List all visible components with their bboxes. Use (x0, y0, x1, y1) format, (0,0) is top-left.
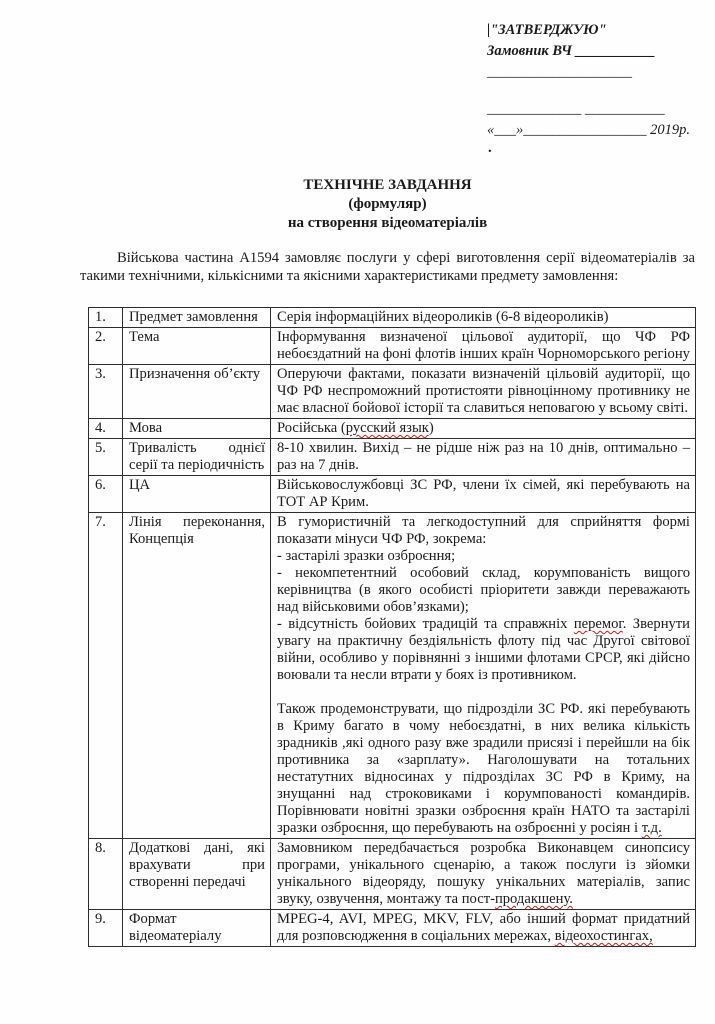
row-label-cell: Лінія переконання, Концепція (123, 513, 271, 839)
row-label-cell: Тема (123, 328, 271, 365)
row-number-cell: 3. (89, 365, 123, 419)
misspelled-text: відеохостингах, (554, 928, 653, 944)
row-content-cell: 8-10 хвилин. Вихід – не рідше ніж раз на 10 днів, оптимально – раз на 7 днів. (271, 439, 696, 476)
row-content-cell: Інформування визначеної цільової аудиторії, що ЧФ РФ небоєздатний на фоні флотів інших країн Чорноморського регіону (271, 328, 696, 365)
row-label-cell: Призначення об’єкту (123, 365, 271, 419)
spec-table (88, 307, 696, 947)
title-line-3: на створення відеоматеріалів (287, 215, 488, 231)
table-row-5 (89, 439, 696, 476)
misspelled-text: русский язык (345, 420, 429, 436)
row-number-cell: 6. (89, 476, 123, 513)
row-content-cell: MPEG-4, AVI, MPEG, MKV, FLV, або інший формат придатний для розповсюдження в соціальних мережах, відеохостингах, (271, 910, 696, 947)
row-number-cell: 9. (89, 910, 123, 947)
row-content-cell: Замовником передбачається розробка Виконавцем синопсису програми, унікального сценарію, а також послуги із зйомки унікального відеоряду, пошуку унікальних матеріалів, запис звуку, озвучення, монтажу та пост-продакшену. (271, 839, 696, 910)
approval-line-customer: Замовник ВЧ ___________ (487, 43, 656, 59)
row-number-cell: 4. (89, 419, 123, 439)
table-row-3 (89, 365, 696, 419)
row-content-cell: Російська (русский язык) (271, 419, 696, 439)
misspelled-text: продакшену. (494, 891, 573, 907)
misspelled-text: т.д. (641, 820, 662, 836)
stray-dot: . (488, 140, 492, 156)
approval-line-approve: |"ЗАТВЕРДЖУЮ" (487, 22, 607, 38)
table-row-1 (89, 308, 696, 328)
row-label-cell: Додаткові дані, які врахувати при створенні передачі (123, 839, 271, 910)
row-label-cell: ЦА (123, 476, 271, 513)
row-label-cell: Мова (123, 419, 271, 439)
row-content-cell: Оперуючи фактами, показати визначеній цільовій аудиторії, що ЧФ РФ неспроможний протистояти рівноцінному противнику не має власної бойової історії та славиться неповагою у всьому світі. (271, 365, 696, 419)
row-number-cell: 5. (89, 439, 123, 476)
intro-paragraph: Військова частина А1594 замовляє послуги у сфері виготовлення серії відеоматеріалів за такими технічними, кількісними та якісними характеристиками предмету замовлення: (80, 250, 695, 284)
row-number-cell: 2. (89, 328, 123, 365)
table-row-8 (89, 839, 696, 910)
row-label-cell: Тривалість однієї серії та періодичність (123, 439, 271, 476)
row-content-cell: Військовослужбовці ЗС РФ, члени їх сімей, які перебувають на ТОТ АР Крим. (271, 476, 696, 513)
approval-block (487, 20, 702, 141)
row-label-cell: Предмет замовлення (123, 308, 271, 328)
table-row-7 (89, 513, 696, 839)
approval-date-line: «___»_________________ 2019р. (487, 122, 690, 138)
row-number-cell: 7. (89, 513, 123, 839)
row-number-cell: 8. (89, 839, 123, 910)
title-line-2: (формуляр) (348, 196, 427, 212)
title-line-1: ТЕХНІЧНЕ ЗАВДАННЯ (303, 177, 472, 193)
table-row-6 (89, 476, 696, 513)
row-content-cell: В гумористичній та легкодоступний для сприйняття формі показати мінуси ЧФ РФ, зокрема: - застарілі зразки озброєння; - некомпетентний особовий склад, корумпованість вищого керівництва (в якого особисті пріоритети завжди переважають над військовими обов’язками); - відсутність бойових традицій та справжніх перемог. Звернути увагу на практичну бездіяльність флоту під час Другої світової війни, особливо у порівнянні з іншими флотами СРСР, які дійсно воювали та несли втрати у боях із противником. Також продемонструвати, що підрозділи ЗС РФ. які перебувають в Криму багато в чому небоєздатні, в них велика кількість зрадників ,які одного разу вже зрадили присязі і перейшли на бік противника за «зарплату». Наголошувати на тотальних нестатутних відносинах у підрозділах ЗС РФ в Криму, на знущанні над строковиками і корумпованості командирів. Порівнювати новітні зразки озброєння країн НАТО та застарілі зразки озброєння, що перебувають на озброєнні у росіян і т.д. (271, 513, 696, 839)
approval-blank-line: ____________________ (487, 64, 632, 80)
table-row-9 (89, 910, 696, 947)
spec-table-body (89, 308, 696, 947)
misspelled-text: перемог (573, 616, 623, 632)
table-row-2 (89, 328, 696, 365)
document-title (80, 176, 695, 233)
row-number-cell: 1. (89, 308, 123, 328)
approval-signature-blanks: _____________ ___________ (487, 101, 665, 117)
table-row-4 (89, 419, 696, 439)
row-label-cell: Формат відеоматеріалу (123, 910, 271, 947)
approval-gap (487, 83, 702, 99)
row-content-cell: Серія інформаційних відеороликів (6-8 відеороликів) (271, 308, 696, 328)
